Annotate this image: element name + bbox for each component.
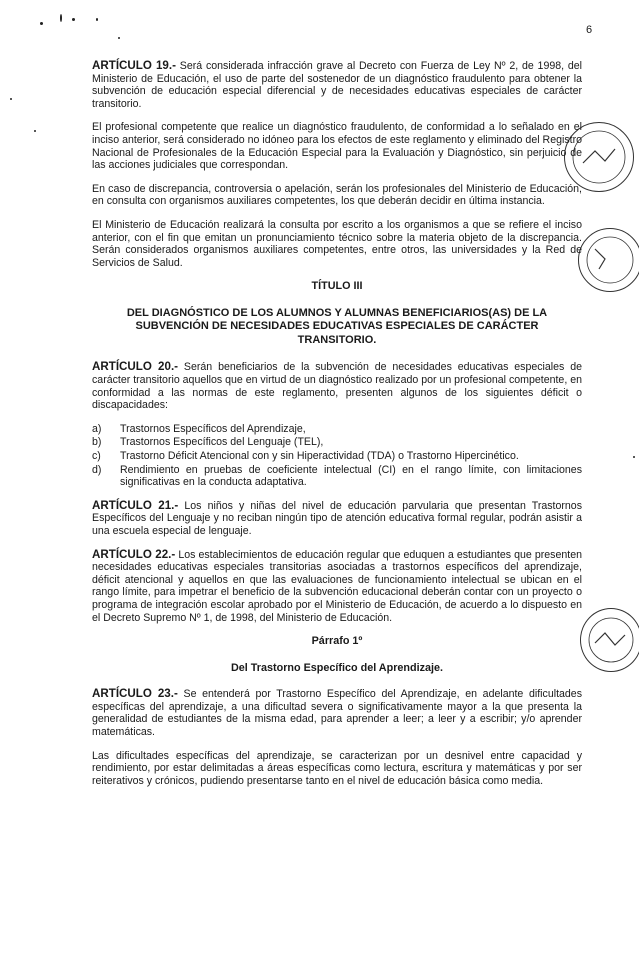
list-item-text: Rendimiento en pruebas de coeficiente intelectual (CI) en el rango límite, con limitaciones significativas en la conducta adaptativa. — [120, 463, 582, 489]
article-19-label: ARTÍCULO 19.- — [92, 59, 176, 72]
parrafo-title: Del Trastorno Específico del Aprendizaje. — [231, 661, 443, 674]
article-22-label: ARTÍCULO 22.- — [92, 547, 176, 561]
list-item-text: Trastorno Déficit Atencional con y sin Hiperactividad (TDA) o Trastorno Hipercinético. — [120, 449, 519, 462]
stamp-ring-icon — [579, 229, 639, 291]
article-22 — [92, 549, 582, 625]
paragraph-profesional: El profesional competente que realice un diagnóstico fraudulento, de conformidad a lo señalado en el inciso anterior, será considerado no idóneo para los efectos de este reglamento y eliminado del Registro Nacional de Profesionales de la Educación Especial para la Evaluación y Diagnóstico, sin perjuicio de las acciones judiciales que correspondan. — [92, 121, 582, 172]
list-item-mark: a) — [92, 422, 102, 435]
document-body — [92, 60, 582, 798]
scan-speck — [633, 456, 635, 458]
article-23 — [92, 688, 582, 738]
deficit-list — [92, 423, 582, 489]
article-23-text: Se entenderá por Trastorno Específico del Aprendizaje, en adelante dificultades específicas del aprendizaje, a una dificultad severa o significativamente mayor a la que presenta la generalidad de estudiantes de la misma edad, para aprender a leer; a leer y a escribir; y/o aprender matemáticas. — [92, 688, 582, 739]
stamp-ring-icon — [581, 609, 639, 671]
paragraph-consulta: El Ministerio de Educación realizará la consulta por escrito a los organismos a que se refiere el inciso anterior, con el fin que emitan un pronunciamiento técnico sobre la materia objeto de la discrepancia. Serán considerados organismos auxiliares competentes, entre otros, las universidades y la Red de Servicios de Salud. — [92, 218, 582, 269]
main-section-title: DEL DIAGNÓSTICO DE LOS ALUMNOS Y ALUMNAS BENEFICIARIOS(AS) DE LA SUBVENCIÓN DE NECESIDADES EDUCATIVAS ESPECIALES DE CARÁCTER TRANSITORIO. — [126, 306, 548, 346]
official-stamp — [578, 228, 639, 292]
list-item — [92, 423, 582, 436]
scan-speck — [34, 130, 36, 132]
article-23-label: ARTÍCULO 23.- — [92, 687, 178, 701]
list-item — [92, 464, 582, 489]
list-item-mark: d) — [92, 463, 102, 476]
paragraph-discrepancia: En caso de discrepancia, controversia o apelación, serán los profesionales del Ministerio de Educación, en consulta con organismos auxiliares competentes, los que deberán decidir en última instancia. — [92, 182, 582, 208]
article-20-text: Serán beneficiarios de la subvención de necesidades educativas especiales de carácter transitorio aquellos que en virtud de un diagnóstico realizado por un profesional competente, en conformidad a las normas de este reglamento, presenten algunos de los siguientes déficit o discapacidades: — [92, 361, 583, 412]
paragraph-dificultades: Las dificultades específicas del aprendizaje, se caracterizan por un desnivel entre capacidad y rendimiento, por estar delimitadas a áreas específicas como lectura, escritura y matemáticas y por ser reiterativos y crónicos, pudiendo presentarse tanto en el nivel de educación básica como media. — [92, 749, 582, 787]
scan-speck — [10, 98, 12, 100]
scan-speck — [40, 22, 43, 25]
article-21-label: ARTÍCULO 21.- — [92, 498, 179, 512]
article-21 — [92, 500, 582, 538]
title-section-heading: TÍTULO III — [311, 280, 363, 293]
list-item-mark: b) — [92, 436, 102, 449]
scan-speck — [72, 18, 75, 21]
list-item-text: Trastornos Específicos del Aprendizaje, — [120, 422, 306, 435]
parrafo-heading: Párrafo 1º — [311, 635, 363, 648]
scan-speck — [60, 14, 62, 22]
scan-speck — [118, 37, 120, 39]
article-22-text: Los establecimientos de educación regular que eduquen a estudiantes que presenten necesidades educativas especiales transitorias asociadas a trastornos específicos del aprendizaje, déficit atencional y aquellos en que las evaluaciones de funcionamiento intelectual se ubican en el rango límite, para impetrar el beneficio de la subvención educacional deberán contar con un proyecto o programa de integración escolar aprobado por el Ministerio de Educación, de acuerdo a lo dispuesto en el Decreto Supremo Nº 1, de 1998, del Ministerio de Educación. — [92, 548, 582, 624]
article-20 — [92, 361, 582, 411]
article-19-text: Será considerada infracción grave al Decreto con Fuerza de Ley Nº 2, de 1998, del Ministerio de Educación, el uso de parte del sostenedor de un diagnóstico fraudulento para obtener la subvención de educación especial diferencial y de necesidades educativas especiales de carácter transitorio. — [92, 60, 583, 110]
page-number: 6 — [586, 24, 593, 36]
list-item — [92, 450, 582, 463]
article-21-text: Los niños y niñas del nivel de educación parvularia que presentan Trastornos Específicos del Lenguaje y no reciban ningún tipo de atención educativa formal regular, podrán asistir a una escuela especial de lenguaje. — [92, 499, 582, 537]
scan-speck — [96, 18, 98, 21]
list-item — [92, 436, 582, 449]
list-item-text: Trastornos Específicos del Lenguaje (TEL), — [120, 436, 324, 449]
list-item-mark: c) — [92, 449, 101, 462]
article-19 — [92, 60, 582, 110]
article-20-label: ARTÍCULO 20.- — [92, 360, 179, 374]
official-stamp — [580, 608, 639, 672]
